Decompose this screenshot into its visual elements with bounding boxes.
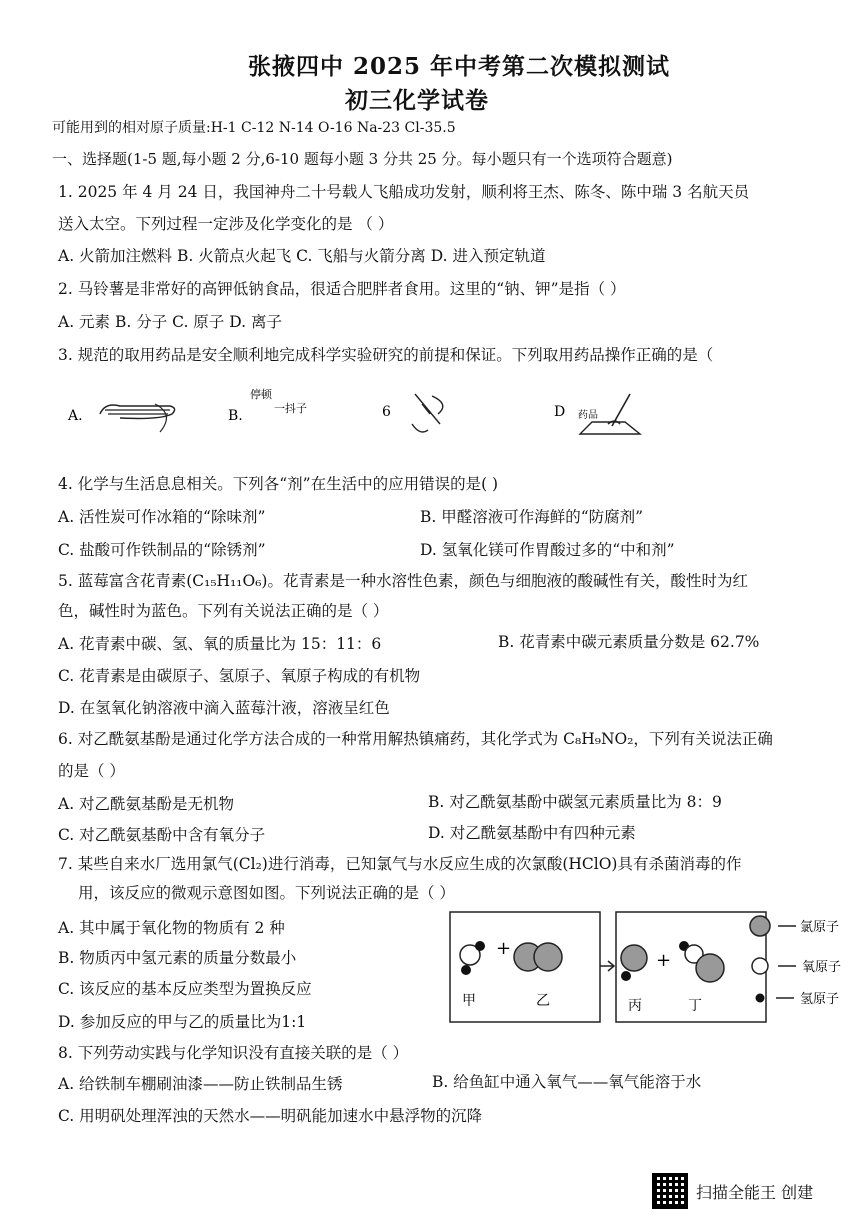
q5-option-a: A. 花青素中碳、氢、氧的质量比为 15：11：6 <box>58 635 382 653</box>
q6-option-a: A. 对乙酰氨基酚是无机物 <box>58 795 235 813</box>
page-subtitle: 初三化学试卷 <box>345 87 489 114</box>
q3-a-test-tube <box>105 410 170 414</box>
legend-cl: 氯原子 <box>800 920 840 935</box>
q6-option-c: C. 对乙酰氨基酚中含有氧分子 <box>58 826 266 844</box>
q4-option-a: A. 活性炭可作冰箱的“除味剂” <box>58 508 266 526</box>
q7-option-b: B. 物质丙中氢元素的质量分数最小 <box>58 949 297 967</box>
q8-stem: 8. 下列劳动实践与化学知识没有直接关联的是（ ） <box>58 1044 409 1062</box>
q3-stem: 3. 规范的取用药品是安全顺利地完成科学实验研究的前提和保证。下列取用药品操作正确的是（ <box>58 346 714 364</box>
q8-option-b: B. 给鱼缸中通入氧气——氧气能溶于水 <box>432 1073 702 1091</box>
q3-label-b: B. <box>228 408 243 424</box>
q6-stem-line1: 6. 对乙酰氨基酚是通过化学方法合成的一种常用解热镇痛药，其化学式为 C₈H₉NO₂，下列有关说法正确 <box>58 730 773 748</box>
q3-figures <box>60 384 700 454</box>
q3-c-dropper-sketch <box>412 394 443 432</box>
q3-label-a: A. <box>68 408 83 424</box>
q7-stem-line1: 7. 某些自来水厂选用氯气(Cl₂)进行消毒，已知氯气与水反应生成的次氯酸(HClO)具有杀菌消毒的作 <box>58 855 742 873</box>
reaction-arrow <box>600 961 614 971</box>
plus-right: + <box>656 950 672 971</box>
scanner-watermark <box>652 1173 813 1209</box>
label-bing: 丙 <box>628 998 642 1014</box>
label-yi: 乙 <box>536 993 550 1009</box>
atomic-masses: 可能用到的相对原子质量:H-1 C-12 N-14 O-16 Na-23 Cl-35.5 <box>52 120 456 136</box>
q2-options: A. 元素 B. 分子 C. 原子 D. 离子 <box>58 313 282 331</box>
section-heading: 一、选择题(1-5 题,每小题 2 分,6-10 题每小题 3 分共 25 分。每小题只有一个选项符合题意) <box>52 150 673 168</box>
page-title: 张掖四中 2025 年中考第二次模拟测试 <box>248 53 671 80</box>
legend-h-symbol <box>756 994 765 1003</box>
q6-stem-line2: 的是（ ） <box>58 762 125 780</box>
q7-micro-diagram-svg <box>448 910 858 1030</box>
scanner-text: 扫描全能王 创建 <box>696 1182 814 1202</box>
q4-option-d: D. 氢氧化镁可作胃酸过多的“中和剂” <box>420 541 675 559</box>
q3-b-note2: 一抖子 <box>274 402 307 415</box>
q7-option-d: D. 参加反应的甲与乙的质量比为1:1 <box>58 1013 307 1031</box>
q3-label-c: 6 <box>382 404 391 420</box>
q8-option-c: C. 用明矾处理浑浊的天然水——明矾能加速水中悬浮物的沉降 <box>58 1107 483 1125</box>
q3-d-note: 药品 <box>578 410 598 421</box>
q3-label-d: D <box>554 404 566 420</box>
q1-options: A. 火箭加注燃料 B. 火箭点火起飞 C. 飞船与火箭分离 D. 进入预定轨道 <box>58 247 546 265</box>
q3-d-plate-sketch <box>580 422 640 434</box>
q1-stem-line2: 送入太空。下列过程一定涉及化学变化的是 （ ） <box>58 215 394 233</box>
q4-option-c: C. 盐酸可作铁制品的“除锈剂” <box>58 541 266 559</box>
plus-left: + <box>496 938 512 959</box>
q7-option-a: A. 其中属于氧化物的物质有 2 种 <box>58 919 285 937</box>
q5-option-d: D. 在氢氧化钠溶液中滴入蓝莓汁液，溶液呈红色 <box>58 699 390 717</box>
q7-stem-line2: 用，该反应的微观示意图如图。下列说法正确的是（ ） <box>78 884 455 902</box>
legend-o: 氧原子 <box>802 960 842 975</box>
label-jia: 甲 <box>462 993 476 1009</box>
qr-code-icon <box>652 1173 688 1209</box>
legend-cl-symbol <box>750 916 770 936</box>
q4-stem: 4. 化学与生活息息相关。下列各“剂”在生活中的应用错误的是( ) <box>58 475 499 493</box>
q3-a-hand-sketch <box>100 405 175 419</box>
q5-stem-line2: 色，碱性时为蓝色。下列有关说法正确的是（ ） <box>58 602 389 620</box>
q7-option-c: C. 该反应的基本反应类型为置换反应 <box>58 980 312 998</box>
q5-stem-line1: 5. 蓝莓富含花青素(C₁₅H₁₁O₆)。花青素是一种水溶性色素，颜色与细胞液的酸碱性有关，酸性时为红 <box>58 572 748 590</box>
legend-o-symbol <box>752 958 768 974</box>
q5-option-c: C. 花青素是由碳原子、氢原子、氧原子构成的有机物 <box>58 667 421 685</box>
q6-option-d: D. 对乙酰氨基酚中有四种元素 <box>428 824 636 842</box>
q3-b-note1: 停顿 <box>250 388 272 401</box>
legend-h: 氢原子 <box>800 992 840 1007</box>
label-ding: 丁 <box>688 998 702 1014</box>
q8-option-a: A. 给铁制车棚刷油漆——防止铁制品生锈 <box>58 1075 343 1093</box>
q2-stem: 2. 马铃薯是非常好的高钾低钠食品，很适合肥胖者食用。这里的“钠、钾”是指（ ） <box>58 280 626 298</box>
q6-option-b: B. 对乙酰氨基酚中碳氢元素质量比为 8：9 <box>428 793 722 811</box>
q3-apparatus-sketches <box>60 384 700 454</box>
q5-option-b: B. 花青素中碳元素质量分数是 62.7% <box>498 633 760 651</box>
q7-reaction-diagram <box>448 910 858 1030</box>
q4-option-b: B. 甲醛溶液可作海鲜的“防腐剂” <box>420 508 644 526</box>
q1-stem-line1: 1. 2025 年 4 月 24 日，我国神舟二十号载人飞船成功发射，顺利将王杰、陈冬、陈中瑞 3 名航天员 <box>58 183 750 201</box>
